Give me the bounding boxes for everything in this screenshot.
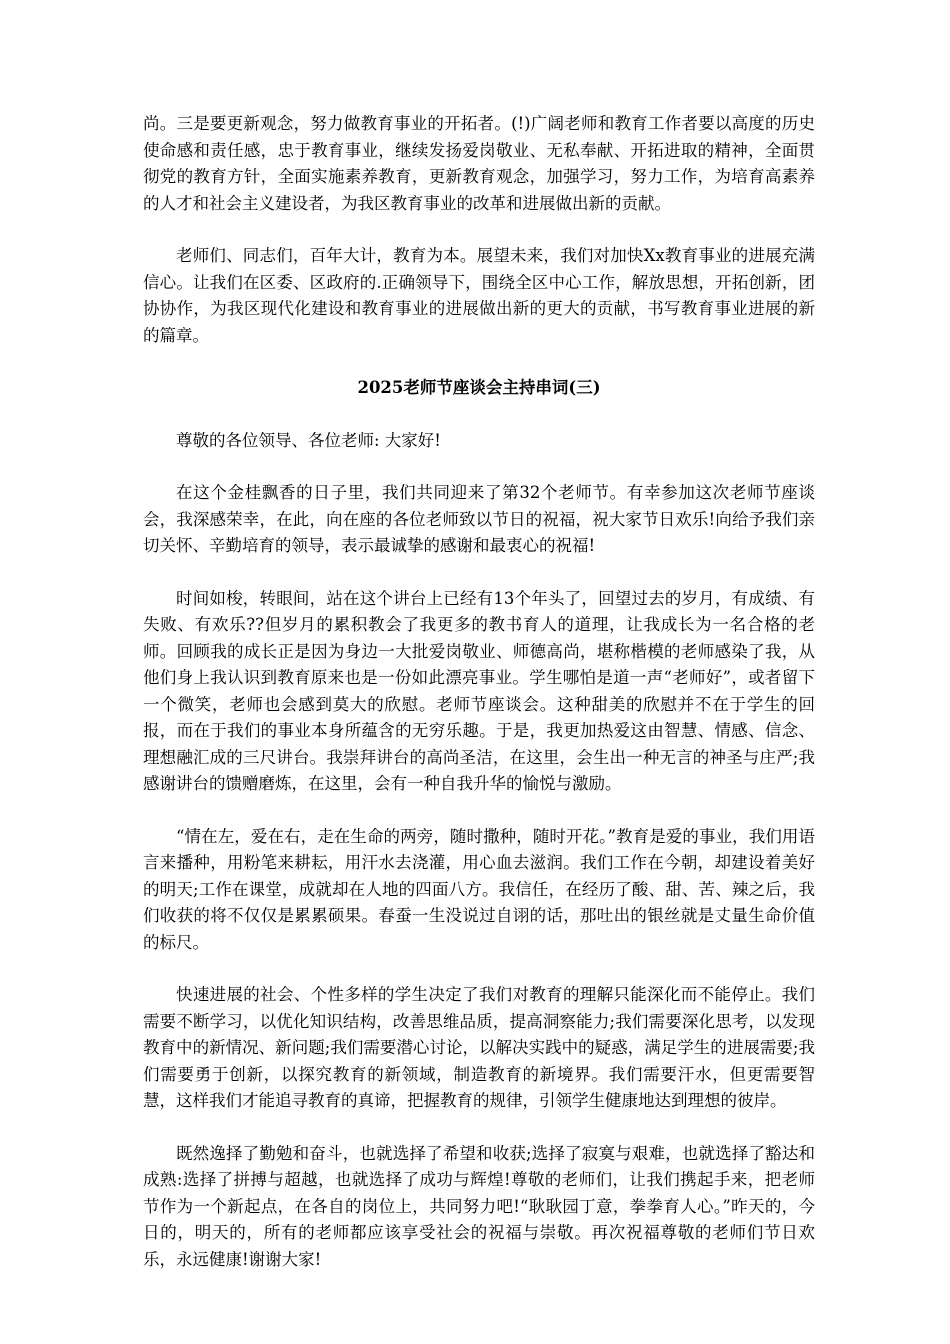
paragraph-continuous-learning: 快速进展的社会、个性多样的学生决定了我们对教育的理解只能深化而不能停止。我们需要不断学习，以优化知识结构，改善思维品质，提高洞察能力;我们需要深化思考，以发现教育中的新情况、新问题;我们需要潜心讨论，以解决实践中的疑惑，满足学生的进展需要;我们需要勇于创新，以探究教育的新领域，制造教育的新境界。我们需要汗水，但更需要智慧，这样我们才能追寻教育的真谛，把握教育的规律，引领学生健康地达到理想的彼岸。 (143, 985, 815, 1110)
paragraph-opening: 在这个金桂飘香的日子里，我们共同迎来了第32个老师节。有幸参加这次老师节座谈会，我深感荣幸，在此，向在座的各位老师致以节日的祝福，祝大家节日欢乐!向给予我们亲切关怀、辛勤培育的领导，表示最诚挚的感谢和最衷心的祝福! (143, 483, 815, 555)
section-title: 2025老师节座谈会主持串词(三) (357, 378, 601, 397)
paragraph-closing-outlook: 老师们、同志们，百年大计，教育为本。展望未来，我们对加快Xx教育事业的进展充满信心。让我们在区委、区政府的.正确领导下，围绕全区中心工作，解放思想，开拓创新，团协协作，为我区现代化建设和教育事业的进展做出新的更大的贡献，书写教育事业进展的新的篇章。 (143, 246, 815, 345)
paragraph-greeting: 尊敬的各位领导、各位老师: 大家好! (176, 430, 441, 450)
paragraph-love-of-education: “情在左，爱在右，走在生命的两旁，随时撒种，随时开花。”教育是爱的事业，我们用语言来播种，用粉笔来耕耘，用汗水去浇灌，用心血去滋润。我们工作在今朝，却建设着美好的明天;工作在课堂，成就却在人地的四面八方。我信任，在经历了酸、甜、苦、辣之后，我们收获的将不仅仅是累累硕果。春蚕一生没说过自诩的话，那吐出的银丝就是丈量生命价值的标尺。 (143, 826, 815, 952)
paragraph-continuation: 尚。三是要更新观念，努力做教育事业的开拓者。(!)广阔老师和教育工作者要以高度的历史使命感和责任感，忠于教育事业，继续发扬爱岗敬业、无私奉献、开拓进取的精神，全面贯彻党的教育方针，全面实施素养教育，更新教育观念，加强学习，努力工作，为培育高素养的人才和社会主义建设者，为我区教育事业的改革和进展做出新的贡献。 (143, 114, 815, 213)
document-page (143, 111, 815, 1299)
paragraph-conclusion: 既然逸择了勤勉和奋斗，也就选择了希望和收获;选择了寂寞与艰难，也就选择了豁达和成熟:选择了拼搏与超越，也就选择了成功与辉煌!尊敬的老师们，让我们携起手来，把老师节作为一个新起点，在各自的岗位上，共同努力吧!“耿耿园丁意，拳拳育人心。”昨天的，今日的，明天的，所有的老师都应该享受社会的祝福与崇敬。再次祝福尊敬的老师们节日欢乐，永远健康!谢谢大家! (143, 1143, 815, 1269)
paragraph-reflection: 时间如梭，转眼间，站在这个讲台上已经有13个年头了，回望过去的岁月，有成绩、有失败、有欢乐??但岁月的累积教会了我更多的教书育人的道理，让我成长为一名合格的老师。回顾我的成长正是因为身边一大批爱岗敬业、师德高尚，堪称楷模的老师感染了我，从他们身上我认识到教育原来也是一份如此漂亮事业。学生哪怕是道一声“老师好”，或者留下一个微笑，老师也会感到莫大的欣慰。老师节座谈会。这种甜美的欣慰并不在于学生的回报，而在于我们的事业本身所蕴含的无穷乐趣。于是，我更加热爱这由智慧、情感、信念、理想融汇成的三尺讲台。我崇拜讲台的高尚圣洁，在这里，会生出一种无言的神圣与庄严;我感谢讲台的馈赠磨炼，在这里，会有一种自我升华的愉悦与激励。 (143, 588, 815, 793)
